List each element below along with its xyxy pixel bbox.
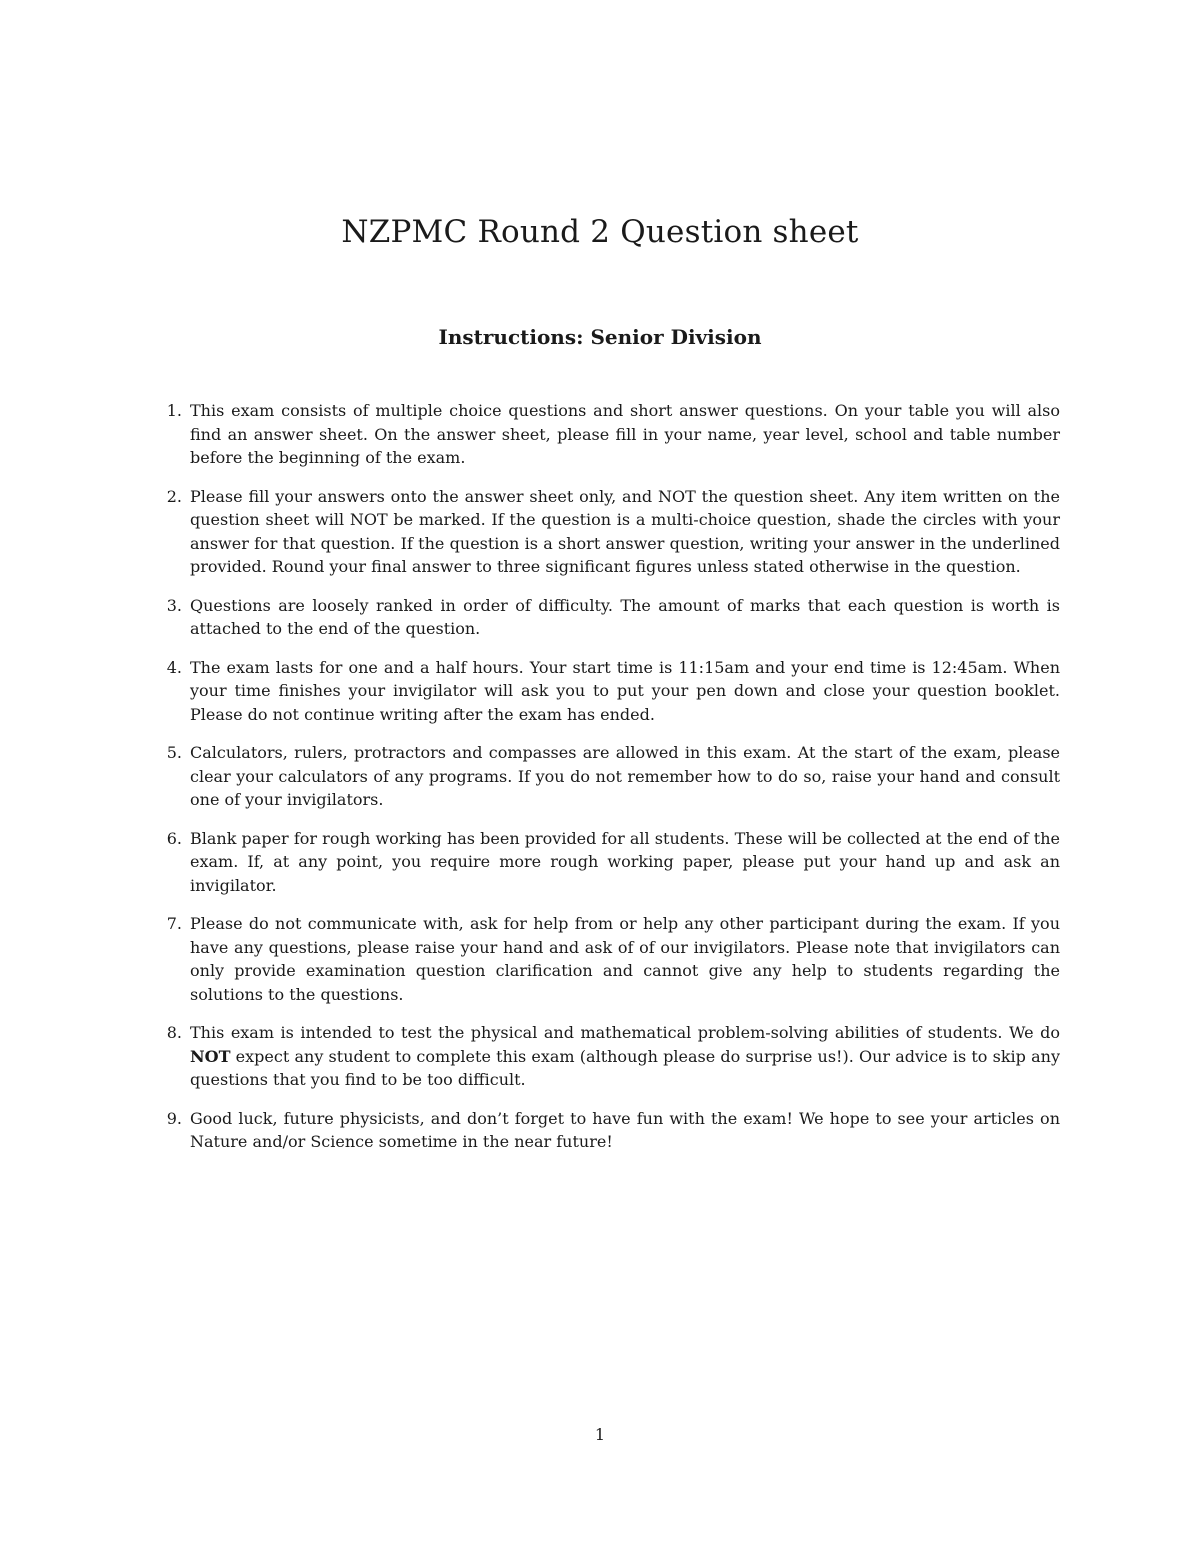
instruction-number: 1. [166, 401, 182, 420]
page-title: NZPMC Round 2 Question sheet [341, 214, 859, 250]
instruction-item [160, 912, 1060, 1006]
instruction-text: Calculators, rulers, protractors and compasses are allowed in this exam. At the start of the exam, please clear your calculators of any programs. If you do not remember how to do so, raise your hand and consult one of your invigilators. [190, 743, 1060, 809]
instruction-emphasis: NOT [190, 1046, 231, 1066]
instruction-item [160, 594, 1060, 641]
instruction-number: 5. [166, 743, 182, 762]
instruction-item [160, 399, 1060, 470]
instruction-text: The exam lasts for one and a half hours. Your start time is 11:15am and your end time is 12:45am. When your time finishes your invigilator will ask you to put your pen down and close your question booklet. Please do not continue writing after the exam has ended. [190, 657, 1060, 724]
instruction-number: 3. [166, 595, 182, 615]
instruction-item [160, 741, 1060, 812]
instruction-number: 9. [166, 1108, 182, 1128]
instruction-item [160, 1107, 1060, 1154]
instruction-number: 6. [166, 828, 182, 848]
instruction-item [160, 1021, 1060, 1092]
instruction-item [160, 827, 1060, 898]
instruction-text: Please do not communicate with, ask for help from or help any other participant during the exam. If you have any questions, please raise your hand and ask of of our invigilators. Please note that invigilators can only provide examination question clarification and cannot give any help to students regarding the solutions to the questions. [190, 914, 1060, 1004]
instruction-text [190, 1023, 1060, 1089]
instruction-number: 4. [166, 657, 182, 677]
page-subtitle: Instructions: Senior Division [438, 325, 762, 349]
instruction-text: Blank paper for rough working has been provided for all students. These will be collected at the end of the exam. If, at any point, you require more rough working paper, please put your hand up and ask an invigilator. [190, 828, 1060, 895]
instruction-number: 8. [166, 1023, 182, 1042]
instruction-number: 2. [166, 486, 182, 506]
instruction-text: This exam consists of multiple choice questions and short answer questions. On your table you will also find an answer sheet. On the answer sheet, please fill in your name, year level, school and table number before the beginning of the exam. [190, 401, 1060, 467]
instructions-list [160, 399, 1060, 1169]
page-number: 1 [594, 1425, 606, 1444]
instruction-text-part: expect any student to complete this exam (although please do surprise us!). Our advice is to skip any questions that you find to be too difficult. [190, 1046, 1060, 1089]
instruction-item [160, 485, 1060, 579]
instruction-text: Good luck, future physicists, and don’t forget to have fun with the exam! We hope to see your articles on Nature and/or Science sometime in the near future! [190, 1108, 1060, 1151]
instruction-text-part: This exam is intended to test the physical and mathematical problem-solving abilities of students. We do [190, 1023, 1060, 1042]
instruction-item [160, 656, 1060, 727]
instruction-text: Please fill your answers onto the answer sheet only, and NOT the question sheet. Any item written on the question sheet will NOT be marked. If the question is a multi-choice question, shade the circles with your answer for that question. If the question is a short answer question, writing your answer in the underlined provided. Round your final answer to three significant figures unless stated otherwise in the question. [190, 486, 1060, 576]
instruction-text: Questions are loosely ranked in order of difficulty. The amount of marks that each question is worth is attached to the end of the question. [190, 595, 1060, 638]
instruction-number: 7. [166, 914, 182, 933]
